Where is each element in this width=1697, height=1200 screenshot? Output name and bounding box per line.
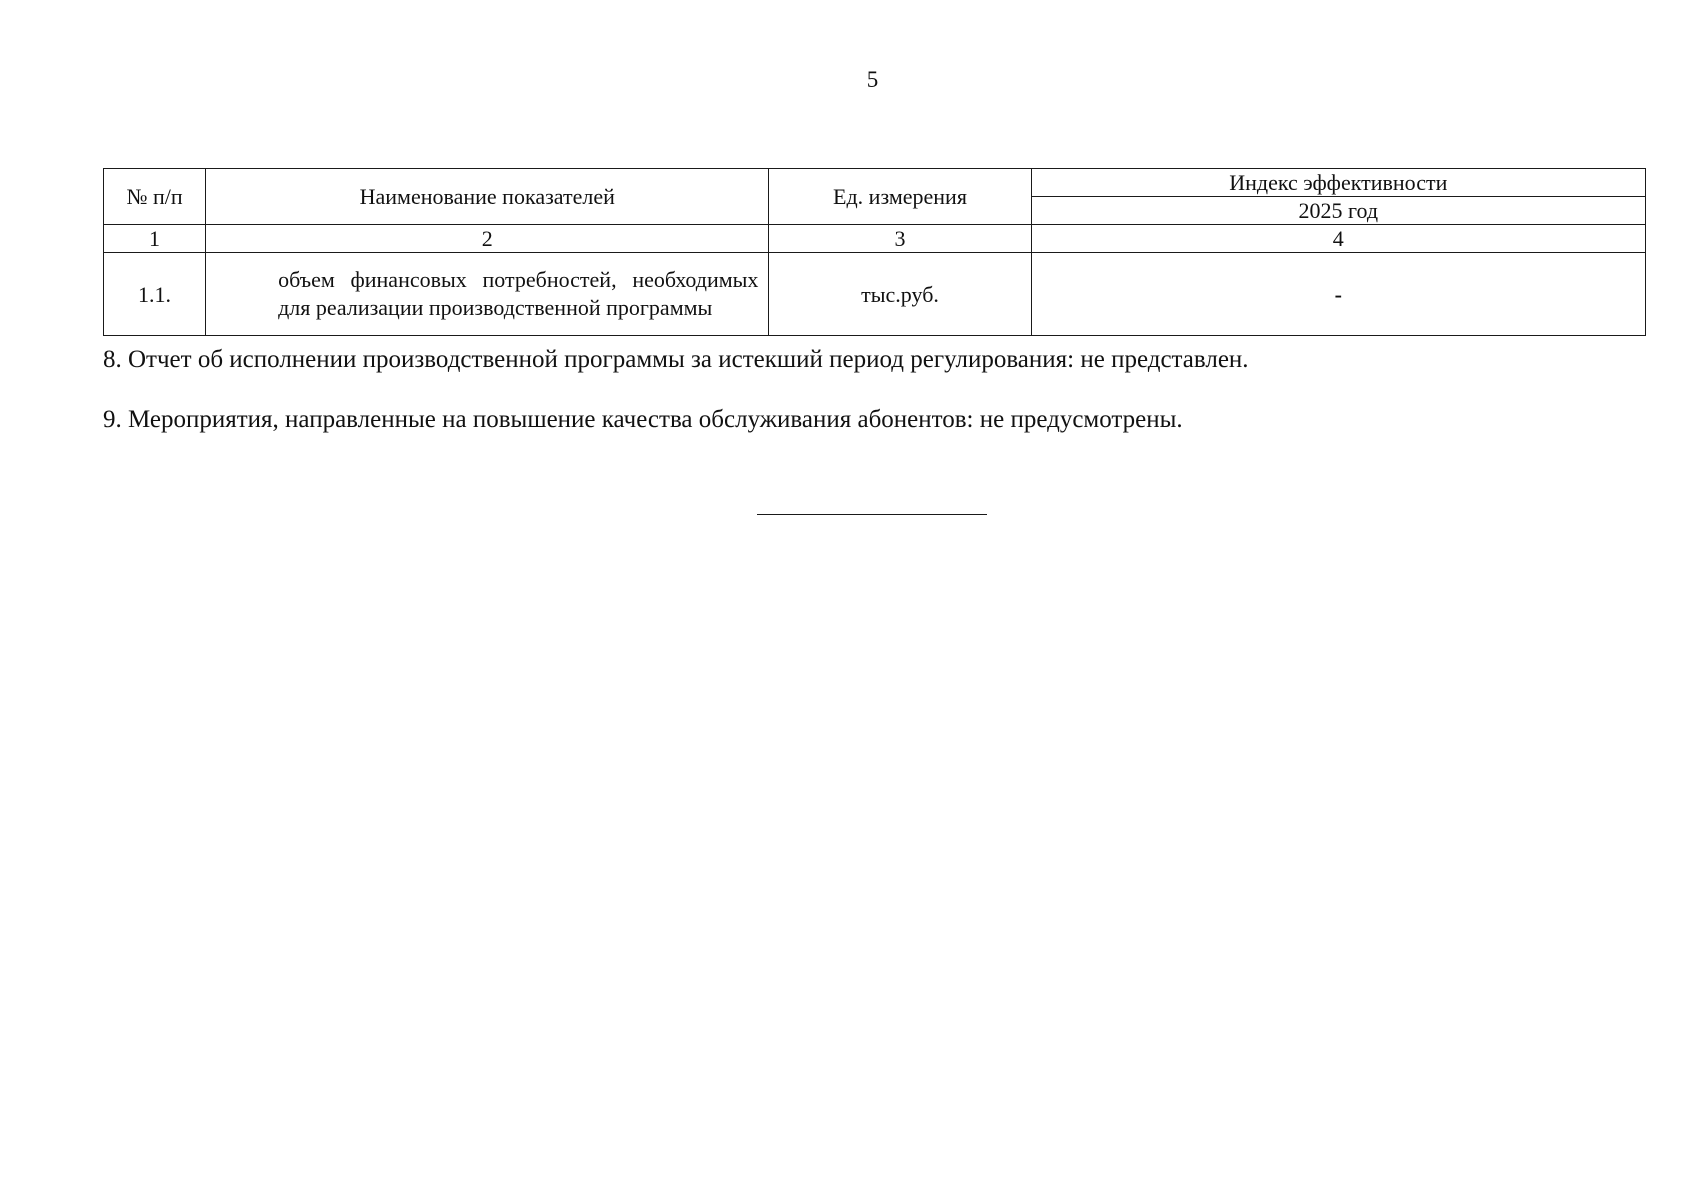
table-header-row (104, 169, 1646, 197)
column-number: 3 (769, 225, 1031, 253)
page-number: 5 (866, 67, 879, 92)
efficiency-index-table (103, 168, 1646, 336)
closing-rule (757, 514, 987, 515)
header-year: 2025 год (1031, 197, 1645, 225)
row-value-2025: - (1031, 253, 1645, 336)
row-num: 1.1. (104, 253, 206, 336)
table-row (104, 253, 1646, 336)
column-number: 2 (206, 225, 769, 253)
table-column-numbers-row (104, 225, 1646, 253)
row-name: объем финансовых потребностей, необходимых для реализации производственной программы (206, 253, 769, 336)
paragraph-8-report: 8. Отчет об исполнении производственной программы за истекший период регулирования: не представлен. (103, 346, 1249, 373)
column-number: 4 (1031, 225, 1645, 253)
row-unit: тыс.руб. (769, 253, 1031, 336)
header-name: Наименование показателей (206, 169, 769, 225)
header-index-group: Индекс эффективности (1031, 169, 1645, 197)
paragraph-9-measures: 9. Мероприятия, направленные на повышение качества обслуживания абонентов: не предусмотрены. (103, 406, 1183, 433)
header-unit: Ед. измерения (769, 169, 1031, 225)
header-num: № п/п (104, 169, 206, 225)
column-number: 1 (104, 225, 206, 253)
